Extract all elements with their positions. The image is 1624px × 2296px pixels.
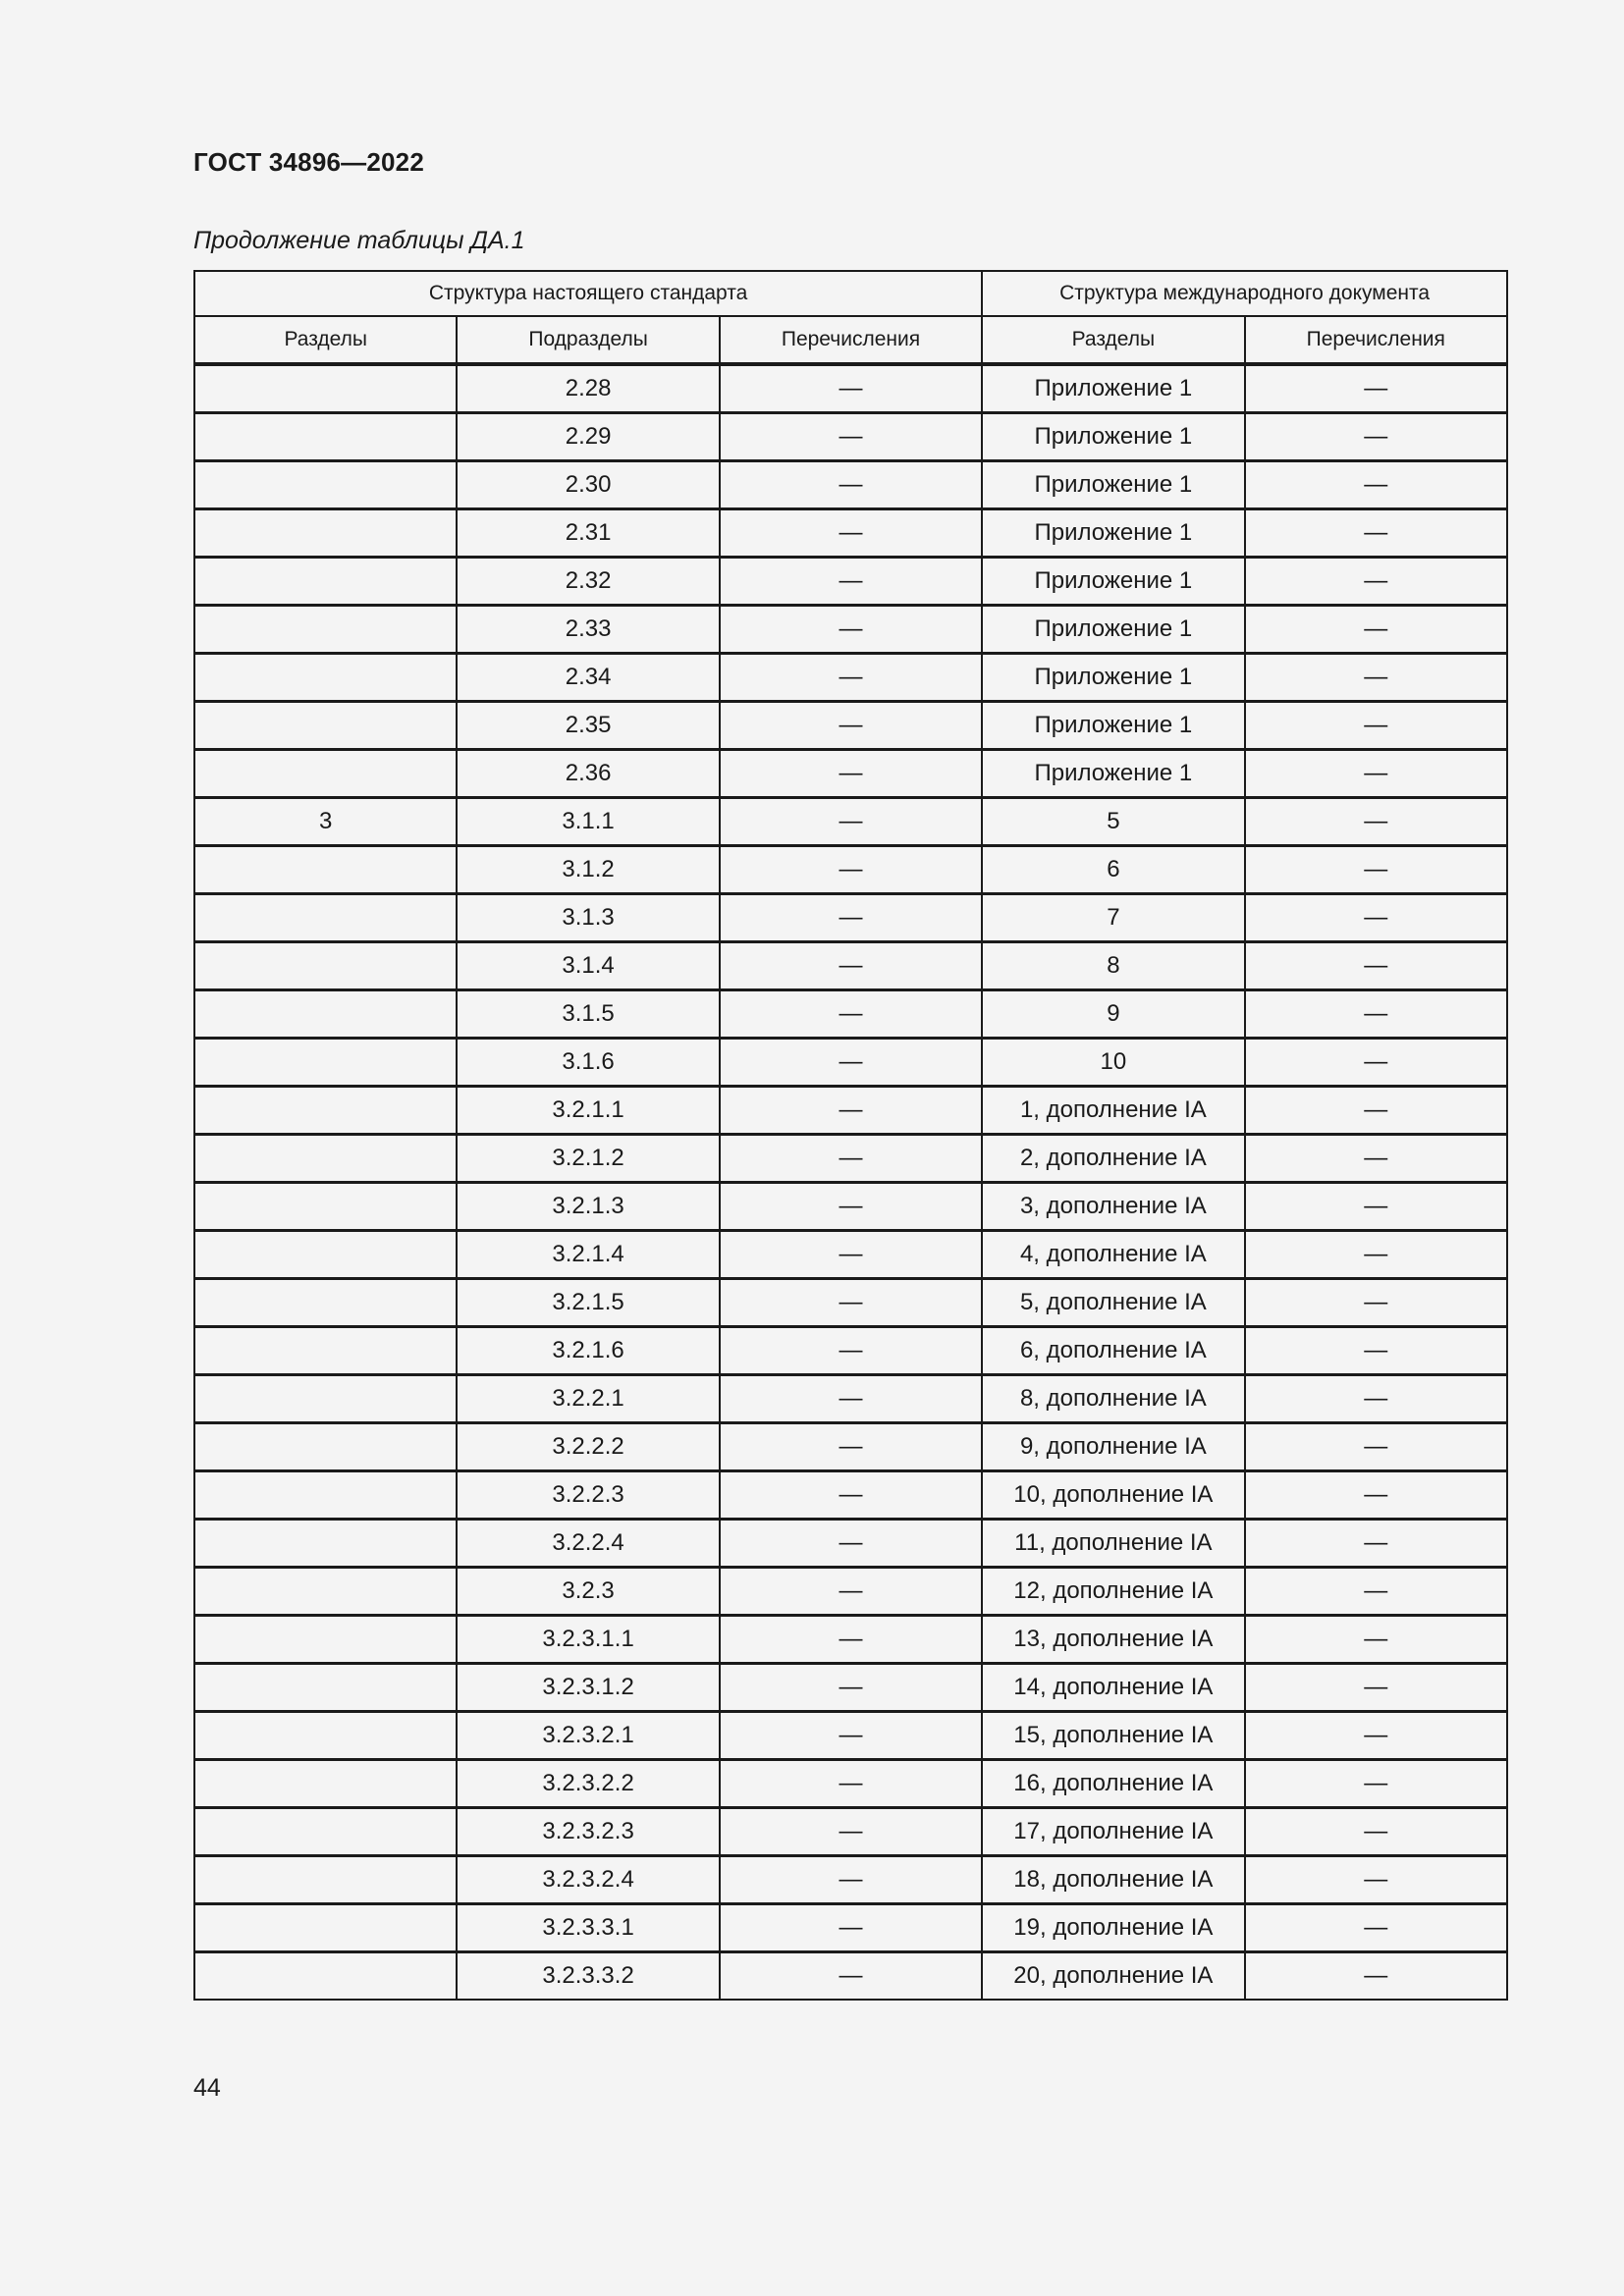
table-row (194, 1616, 1507, 1664)
cell-intl-enumeration: — (1245, 1664, 1507, 1712)
cell-intl-section: 17, дополнение IA (982, 1808, 1244, 1856)
cell-subsection: 3.2.1.6 (457, 1327, 719, 1375)
cell-intl-section: 6 (982, 846, 1244, 894)
table-row (194, 1664, 1507, 1712)
cell-section (194, 1423, 457, 1471)
table-body (194, 364, 1507, 2000)
cell-section: 3 (194, 798, 457, 846)
cell-section (194, 1135, 457, 1183)
cell-enumeration: — (720, 1231, 982, 1279)
cell-enumeration: — (720, 894, 982, 942)
cell-intl-section: 2, дополнение IA (982, 1135, 1244, 1183)
cell-enumeration: — (720, 1664, 982, 1712)
table-row (194, 702, 1507, 750)
cell-intl-enumeration: — (1245, 654, 1507, 702)
cell-subsection: 2.32 (457, 558, 719, 606)
table-row (194, 798, 1507, 846)
table-row (194, 1039, 1507, 1087)
cell-section (194, 1616, 457, 1664)
cell-subsection: 3.2.3.2.4 (457, 1856, 719, 1904)
cell-enumeration: — (720, 1616, 982, 1664)
cell-subsection: 3.2.1.3 (457, 1183, 719, 1231)
cell-intl-section: Приложение 1 (982, 654, 1244, 702)
cell-enumeration: — (720, 750, 982, 798)
cell-intl-section: 5 (982, 798, 1244, 846)
cell-intl-section: 5, дополнение IA (982, 1279, 1244, 1327)
cell-intl-enumeration: — (1245, 894, 1507, 942)
cell-enumeration: — (720, 990, 982, 1039)
cell-enumeration: — (720, 1183, 982, 1231)
cell-intl-enumeration: — (1245, 1327, 1507, 1375)
cell-intl-enumeration: — (1245, 1375, 1507, 1423)
cell-enumeration: — (720, 413, 982, 461)
cell-enumeration: — (720, 654, 982, 702)
cell-enumeration: — (720, 1520, 982, 1568)
table-row (194, 1183, 1507, 1231)
cell-intl-enumeration: — (1245, 364, 1507, 413)
cell-subsection: 3.2.1.4 (457, 1231, 719, 1279)
table-caption: Продолжение таблицы ДА.1 (193, 227, 525, 254)
cell-intl-section: 7 (982, 894, 1244, 942)
cell-section (194, 846, 457, 894)
cell-subsection: 3.1.3 (457, 894, 719, 942)
cell-intl-section: 19, дополнение IA (982, 1904, 1244, 1952)
table-row (194, 1279, 1507, 1327)
cell-intl-section: Приложение 1 (982, 702, 1244, 750)
group-header-row (194, 271, 1507, 316)
cell-intl-section: 4, дополнение IA (982, 1231, 1244, 1279)
cell-intl-enumeration: — (1245, 461, 1507, 509)
table-row (194, 1760, 1507, 1808)
cell-section (194, 558, 457, 606)
cell-section (194, 1904, 457, 1952)
cell-subsection: 2.36 (457, 750, 719, 798)
cell-intl-enumeration: — (1245, 1952, 1507, 2001)
table-row (194, 558, 1507, 606)
cell-subsection: 3.2.3.2.2 (457, 1760, 719, 1808)
cell-enumeration: — (720, 1808, 982, 1856)
cell-intl-enumeration: — (1245, 990, 1507, 1039)
table-row (194, 846, 1507, 894)
cell-enumeration: — (720, 1279, 982, 1327)
column-header-row (194, 316, 1507, 364)
cell-enumeration: — (720, 606, 982, 654)
table-row (194, 413, 1507, 461)
cell-section (194, 1375, 457, 1423)
cell-section (194, 1039, 457, 1087)
cell-section (194, 1279, 457, 1327)
cell-subsection: 3.2.3.2.3 (457, 1808, 719, 1856)
table-row (194, 1135, 1507, 1183)
cell-intl-enumeration: — (1245, 1087, 1507, 1135)
cell-subsection: 3.1.4 (457, 942, 719, 990)
cell-intl-enumeration: — (1245, 798, 1507, 846)
page-number: 44 (193, 2074, 221, 2102)
cell-section (194, 1183, 457, 1231)
cell-enumeration: — (720, 846, 982, 894)
table-row (194, 1568, 1507, 1616)
cell-section (194, 1568, 457, 1616)
cell-intl-section: 10 (982, 1039, 1244, 1087)
cell-intl-enumeration: — (1245, 1808, 1507, 1856)
cell-section (194, 1664, 457, 1712)
cell-subsection: 3.2.2.3 (457, 1471, 719, 1520)
table-row (194, 461, 1507, 509)
cell-enumeration: — (720, 1471, 982, 1520)
document-header: ГОСТ 34896—2022 (193, 147, 424, 177)
column-header-enumerations: Перечисления (720, 316, 982, 364)
cell-subsection: 3.2.1.1 (457, 1087, 719, 1135)
cell-enumeration: — (720, 1904, 982, 1952)
cell-intl-enumeration: — (1245, 1520, 1507, 1568)
cell-intl-section: 8, дополнение IA (982, 1375, 1244, 1423)
cell-intl-section: Приложение 1 (982, 461, 1244, 509)
cell-enumeration: — (720, 1856, 982, 1904)
cell-enumeration: — (720, 1135, 982, 1183)
cell-intl-enumeration: — (1245, 1231, 1507, 1279)
cell-intl-enumeration: — (1245, 1471, 1507, 1520)
cell-enumeration: — (720, 1568, 982, 1616)
cell-subsection: 2.28 (457, 364, 719, 413)
cell-enumeration: — (720, 1087, 982, 1135)
cell-intl-section: 8 (982, 942, 1244, 990)
correspondence-table (193, 270, 1508, 2001)
cell-section (194, 1712, 457, 1760)
cell-intl-section: Приложение 1 (982, 413, 1244, 461)
cell-subsection: 2.33 (457, 606, 719, 654)
table-row (194, 942, 1507, 990)
cell-intl-section: Приложение 1 (982, 750, 1244, 798)
cell-intl-enumeration: — (1245, 509, 1507, 558)
cell-section (194, 942, 457, 990)
table-row (194, 1520, 1507, 1568)
cell-intl-enumeration: — (1245, 1760, 1507, 1808)
cell-enumeration: — (720, 558, 982, 606)
cell-intl-section: Приложение 1 (982, 558, 1244, 606)
table-row (194, 606, 1507, 654)
table-row (194, 1808, 1507, 1856)
cell-subsection: 2.35 (457, 702, 719, 750)
cell-intl-enumeration: — (1245, 1568, 1507, 1616)
column-header-intl-sections: Разделы (982, 316, 1244, 364)
table-row (194, 654, 1507, 702)
cell-subsection: 3.1.2 (457, 846, 719, 894)
cell-subsection: 2.31 (457, 509, 719, 558)
table-head (194, 271, 1507, 364)
cell-section (194, 702, 457, 750)
column-header-subsections: Подразделы (457, 316, 719, 364)
table-row (194, 1087, 1507, 1135)
cell-subsection: 3.2.1.5 (457, 1279, 719, 1327)
cell-enumeration: — (720, 1375, 982, 1423)
cell-section (194, 509, 457, 558)
cell-section (194, 750, 457, 798)
cell-section (194, 1231, 457, 1279)
cell-section (194, 1952, 457, 2001)
cell-subsection: 2.34 (457, 654, 719, 702)
cell-section (194, 413, 457, 461)
cell-section (194, 894, 457, 942)
cell-intl-section: 1, дополнение IA (982, 1087, 1244, 1135)
cell-intl-enumeration: — (1245, 750, 1507, 798)
cell-intl-enumeration: — (1245, 846, 1507, 894)
table-row (194, 1471, 1507, 1520)
cell-intl-section: 16, дополнение IA (982, 1760, 1244, 1808)
cell-enumeration: — (720, 1327, 982, 1375)
cell-intl-section: 13, дополнение IA (982, 1616, 1244, 1664)
table-row (194, 1423, 1507, 1471)
cell-subsection: 3.2.3.1.1 (457, 1616, 719, 1664)
cell-subsection: 2.29 (457, 413, 719, 461)
table-row (194, 1375, 1507, 1423)
cell-enumeration: — (720, 1712, 982, 1760)
cell-intl-section: Приложение 1 (982, 606, 1244, 654)
table-row (194, 364, 1507, 413)
column-header-intl-enumerations: Перечисления (1245, 316, 1507, 364)
cell-intl-enumeration: — (1245, 1135, 1507, 1183)
cell-intl-section: 12, дополнение IA (982, 1568, 1244, 1616)
cell-intl-enumeration: — (1245, 1279, 1507, 1327)
cell-intl-section: Приложение 1 (982, 364, 1244, 413)
cell-intl-section: 6, дополнение IA (982, 1327, 1244, 1375)
cell-intl-enumeration: — (1245, 413, 1507, 461)
cell-subsection: 3.2.3.3.1 (457, 1904, 719, 1952)
cell-intl-enumeration: — (1245, 1423, 1507, 1471)
table-row (194, 750, 1507, 798)
cell-subsection: 3.2.3.3.2 (457, 1952, 719, 2001)
cell-intl-section: 14, дополнение IA (982, 1664, 1244, 1712)
cell-intl-enumeration: — (1245, 1904, 1507, 1952)
cell-subsection: 3.1.1 (457, 798, 719, 846)
cell-subsection: 3.2.3 (457, 1568, 719, 1616)
cell-subsection: 3.1.5 (457, 990, 719, 1039)
table-row (194, 1231, 1507, 1279)
table-row (194, 509, 1507, 558)
cell-intl-enumeration: — (1245, 606, 1507, 654)
cell-enumeration: — (720, 1039, 982, 1087)
cell-enumeration: — (720, 702, 982, 750)
cell-intl-section: 3, дополнение IA (982, 1183, 1244, 1231)
cell-subsection: 3.2.2.4 (457, 1520, 719, 1568)
table-row (194, 1856, 1507, 1904)
cell-section (194, 654, 457, 702)
cell-enumeration: — (720, 798, 982, 846)
table-row (194, 1952, 1507, 2001)
cell-subsection: 3.2.2.1 (457, 1375, 719, 1423)
cell-section (194, 364, 457, 413)
table-row (194, 1327, 1507, 1375)
cell-intl-enumeration: — (1245, 1856, 1507, 1904)
cell-intl-enumeration: — (1245, 1712, 1507, 1760)
cell-intl-section: 10, дополнение IA (982, 1471, 1244, 1520)
cell-subsection: 3.2.2.2 (457, 1423, 719, 1471)
cell-subsection: 3.2.3.2.1 (457, 1712, 719, 1760)
cell-enumeration: — (720, 461, 982, 509)
column-header-sections: Разделы (194, 316, 457, 364)
table-row (194, 1904, 1507, 1952)
cell-intl-section: 9 (982, 990, 1244, 1039)
cell-intl-enumeration: — (1245, 558, 1507, 606)
cell-subsection: 3.2.3.1.2 (457, 1664, 719, 1712)
cell-section (194, 461, 457, 509)
cell-intl-section: 20, дополнение IA (982, 1952, 1244, 2001)
cell-intl-section: 18, дополнение IA (982, 1856, 1244, 1904)
group-header-this-standard: Структура настоящего стандарта (194, 271, 982, 316)
cell-section (194, 1856, 457, 1904)
cell-section (194, 1327, 457, 1375)
cell-section (194, 606, 457, 654)
cell-section (194, 1471, 457, 1520)
table-row (194, 1712, 1507, 1760)
cell-intl-enumeration: — (1245, 1616, 1507, 1664)
cell-enumeration: — (720, 942, 982, 990)
group-header-international-document: Структура международного документа (982, 271, 1507, 316)
cell-subsection: 3.1.6 (457, 1039, 719, 1087)
cell-intl-section: Приложение 1 (982, 509, 1244, 558)
table-row (194, 894, 1507, 942)
cell-section (194, 1808, 457, 1856)
cell-section (194, 1520, 457, 1568)
cell-intl-enumeration: — (1245, 942, 1507, 990)
cell-enumeration: — (720, 509, 982, 558)
cell-enumeration: — (720, 1423, 982, 1471)
cell-section (194, 1760, 457, 1808)
cell-intl-section: 9, дополнение IA (982, 1423, 1244, 1471)
cell-intl-enumeration: — (1245, 702, 1507, 750)
cell-section (194, 990, 457, 1039)
table-row (194, 990, 1507, 1039)
cell-intl-enumeration: — (1245, 1039, 1507, 1087)
cell-enumeration: — (720, 364, 982, 413)
cell-subsection: 2.30 (457, 461, 719, 509)
cell-enumeration: — (720, 1760, 982, 1808)
cell-intl-section: 11, дополнение IA (982, 1520, 1244, 1568)
cell-section (194, 1087, 457, 1135)
cell-enumeration: — (720, 1952, 982, 2001)
cell-intl-section: 15, дополнение IA (982, 1712, 1244, 1760)
cell-subsection: 3.2.1.2 (457, 1135, 719, 1183)
cell-intl-enumeration: — (1245, 1183, 1507, 1231)
